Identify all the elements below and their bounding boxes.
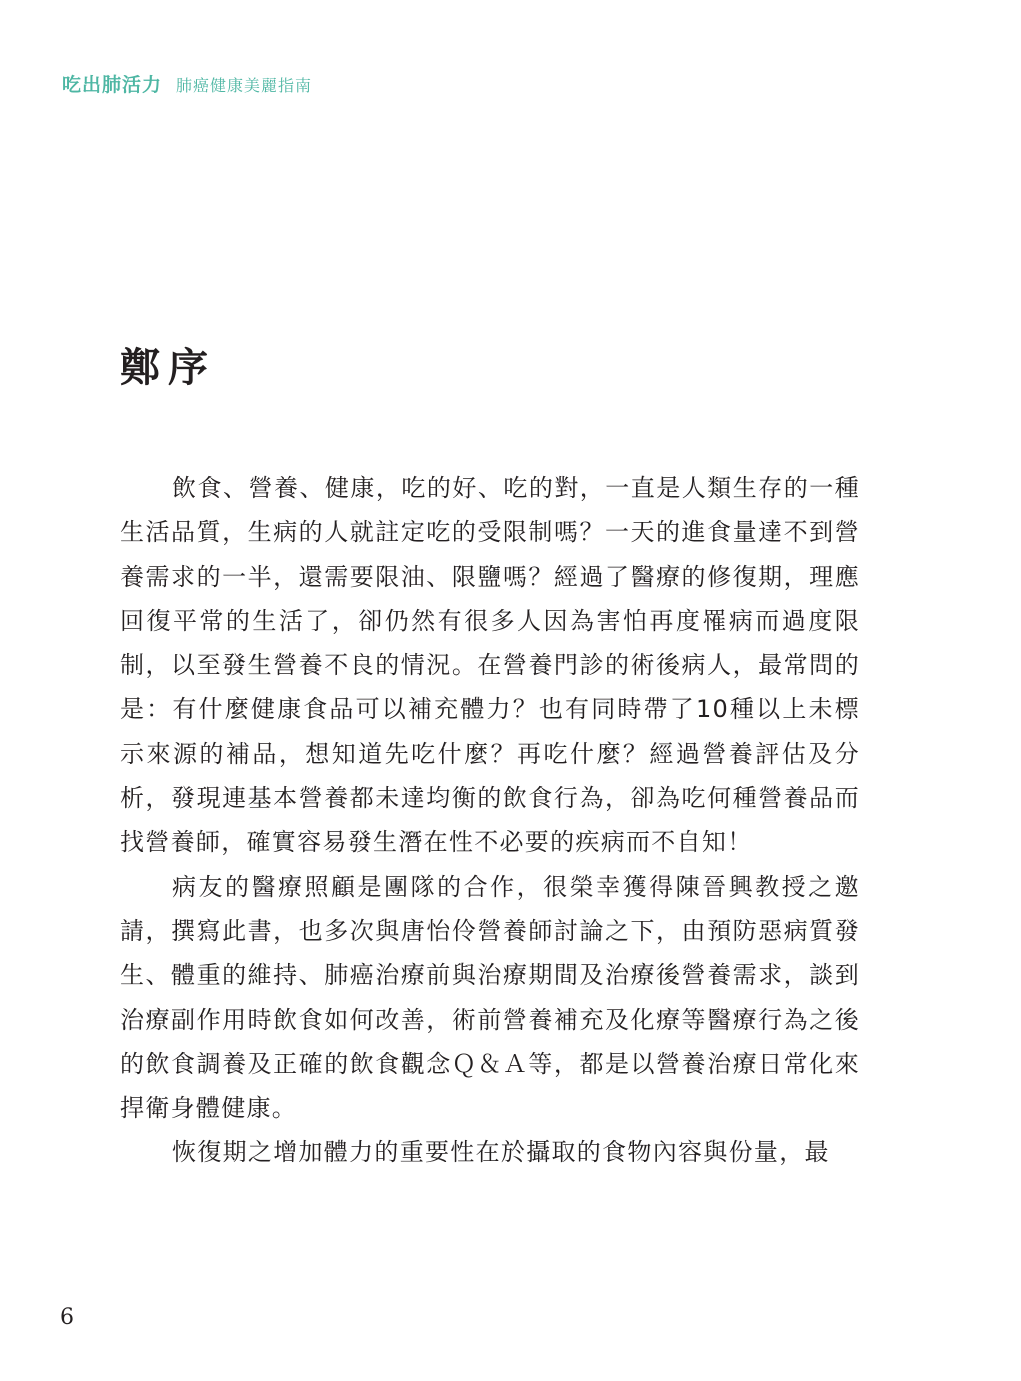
paragraph: 恢復期之增加體力的重要性在於攝取的食物內容與份量，最 <box>172 1138 830 1167</box>
book-subtitle: 肺癌健康美麗指南 <box>176 76 313 95</box>
paragraph: 飲食、營養、健康，吃的好、吃的對，一直是人類生存的一種生活品質，生病的人就註定吃的受限制嗎？一天的進食量達不到營養需求的一半，還需要限油、限鹽嗎？經過了醫療的修復期，理應回復平常的生活了，卻仍然有很多人因為害怕再度罹病而過度限制，以至發生營養不良的情況。在營養門診的術後病人，最常問的是：有什麼健康食品可以補充體力？也有同時帶了10種以上未標示來源的補品，想知道先吃什麼？再吃什麼？經過營養評估及分析，發現連基本營養都未達均衡的飲食行為，卻為吃何種營養品而找營養師，確實容易發生潛在性不必要的疾病而不自知！ <box>120 474 860 857</box>
running-header <box>62 70 312 97</box>
section-title: 鄭序 <box>120 345 216 391</box>
body-text <box>120 466 860 1175</box>
paragraph: 病友的醫療照顧是團隊的合作，很榮幸獲得陳晉興教授之邀請，撰寫此書，也多次與唐怡伶營養師討論之下，由預防惡病質發生、體重的維持、肺癌治療前與治療期間及治療後營養需求，談到治療副作用時飲食如何改善，術前營養補充及化療等醫療行為之後的飲食調養及正確的飲食觀念Ｑ＆Ａ等，都是以營養治療日常化來捍衛身體健康。 <box>120 872 860 1123</box>
book-title: 吃出肺活力 <box>62 74 163 96</box>
page-number: 6 <box>60 1305 74 1330</box>
